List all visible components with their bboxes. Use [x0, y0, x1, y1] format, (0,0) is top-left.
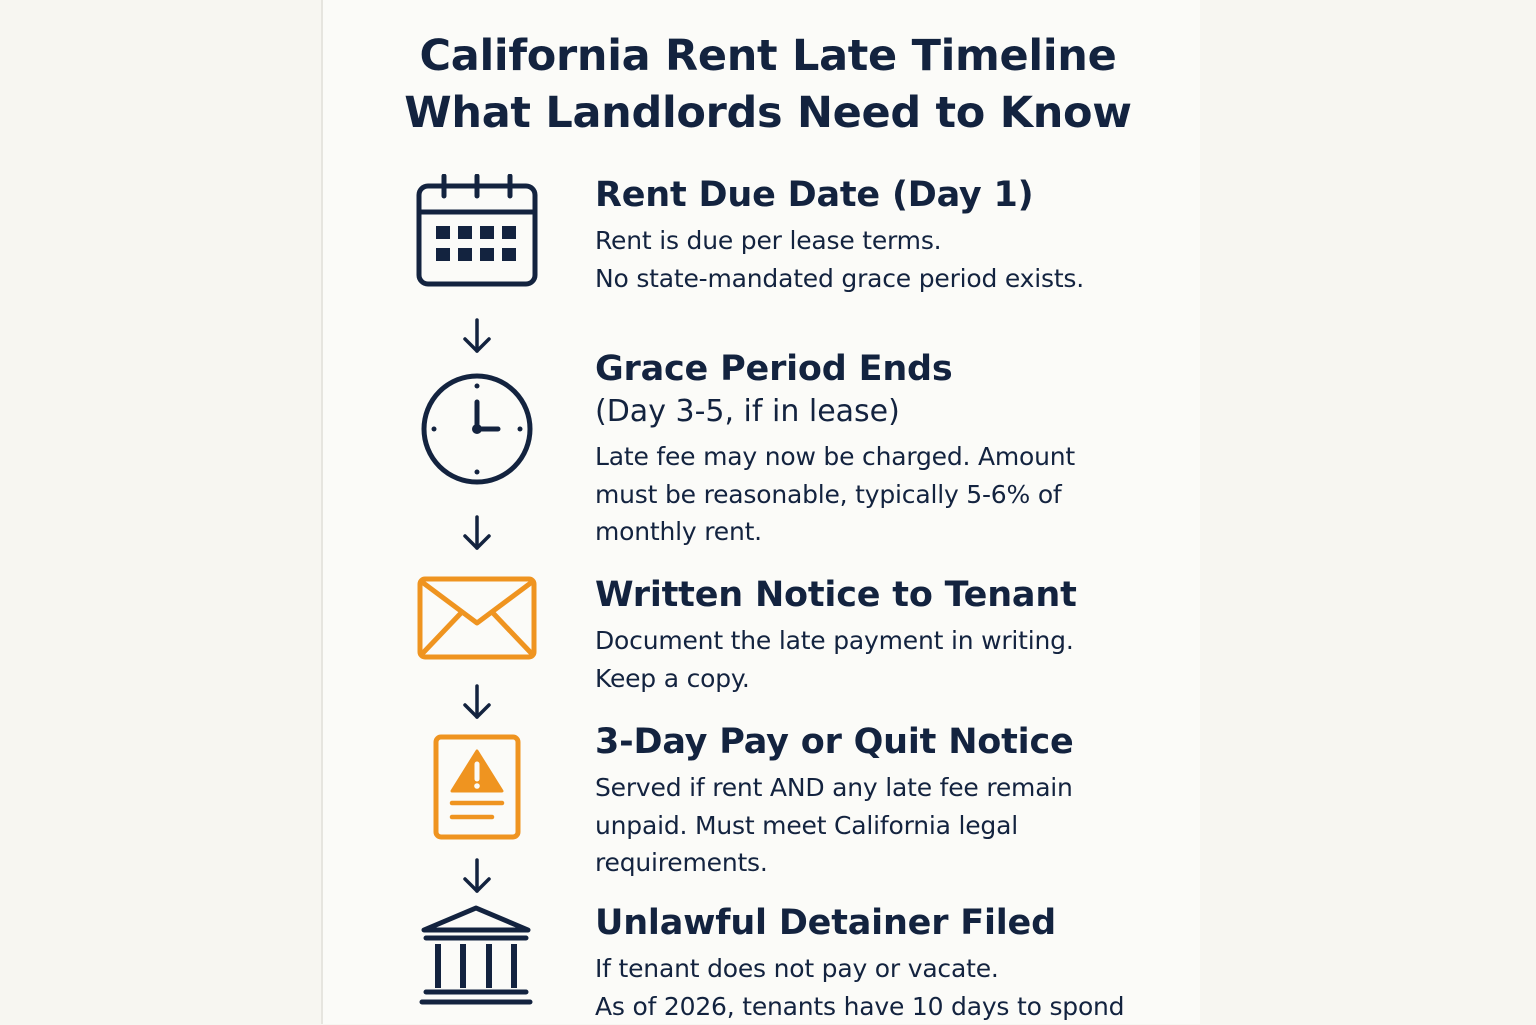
step-written-notice	[595, 574, 1175, 697]
step-description-line: Late fee may now be charged. Amount	[595, 438, 1175, 476]
step-description	[595, 950, 1175, 1025]
courthouse-icon	[418, 904, 534, 1008]
title-line-2: What Landlords Need to Know	[0, 85, 1536, 142]
clock-icon	[418, 372, 536, 488]
down-arrow-icon	[460, 318, 494, 356]
down-arrow-icon	[460, 684, 494, 722]
warning-notice-icon	[432, 733, 522, 841]
down-arrow-icon	[460, 858, 494, 896]
step-heading: Written Notice to Tenant	[595, 574, 1175, 616]
step-heading: 3-Day Pay or Quit Notice	[595, 721, 1175, 763]
step-description	[595, 222, 1175, 297]
step-description-line: Served if rent AND any late fee remain	[595, 769, 1175, 807]
envelope-icon	[416, 575, 538, 661]
step-description-line: Keep a copy.	[595, 660, 1175, 698]
step-description-line: Document the late payment in writing.	[595, 622, 1175, 660]
step-description	[595, 622, 1175, 697]
step-description-line: If tenant does not pay or vacate.	[595, 950, 1175, 988]
step-heading: Unlawful Detainer Filed	[595, 902, 1175, 944]
step-heading: Grace Period Ends	[595, 348, 1175, 390]
step-description-line: Rent is due per lease terms.	[595, 222, 1175, 260]
step-pay-or-quit	[595, 721, 1175, 882]
step-grace-period	[595, 348, 1175, 551]
title-line-1: California Rent Late Timeline	[0, 28, 1536, 85]
step-heading: Rent Due Date (Day 1)	[595, 174, 1175, 216]
step-description-line: requirements.	[595, 844, 1175, 882]
step-description-line: monthly rent.	[595, 513, 1175, 551]
step-subheading: (Day 3-5, if in lease)	[595, 392, 1175, 432]
calendar-icon	[414, 174, 540, 290]
step-description-line: unpaid. Must meet California legal	[595, 807, 1175, 845]
down-arrow-icon	[460, 515, 494, 553]
step-unlawful-detainer	[595, 902, 1175, 1025]
step-description-line: No state-mandated grace period exists.	[595, 260, 1175, 298]
page-title	[0, 28, 1536, 142]
step-description	[595, 769, 1175, 882]
step-description-line: must be reasonable, typically 5-6% of	[595, 476, 1175, 514]
step-description-line: As of 2026, tenants have 10 days to spond	[595, 988, 1175, 1025]
step-description	[595, 438, 1175, 551]
step-rent-due	[595, 174, 1175, 297]
